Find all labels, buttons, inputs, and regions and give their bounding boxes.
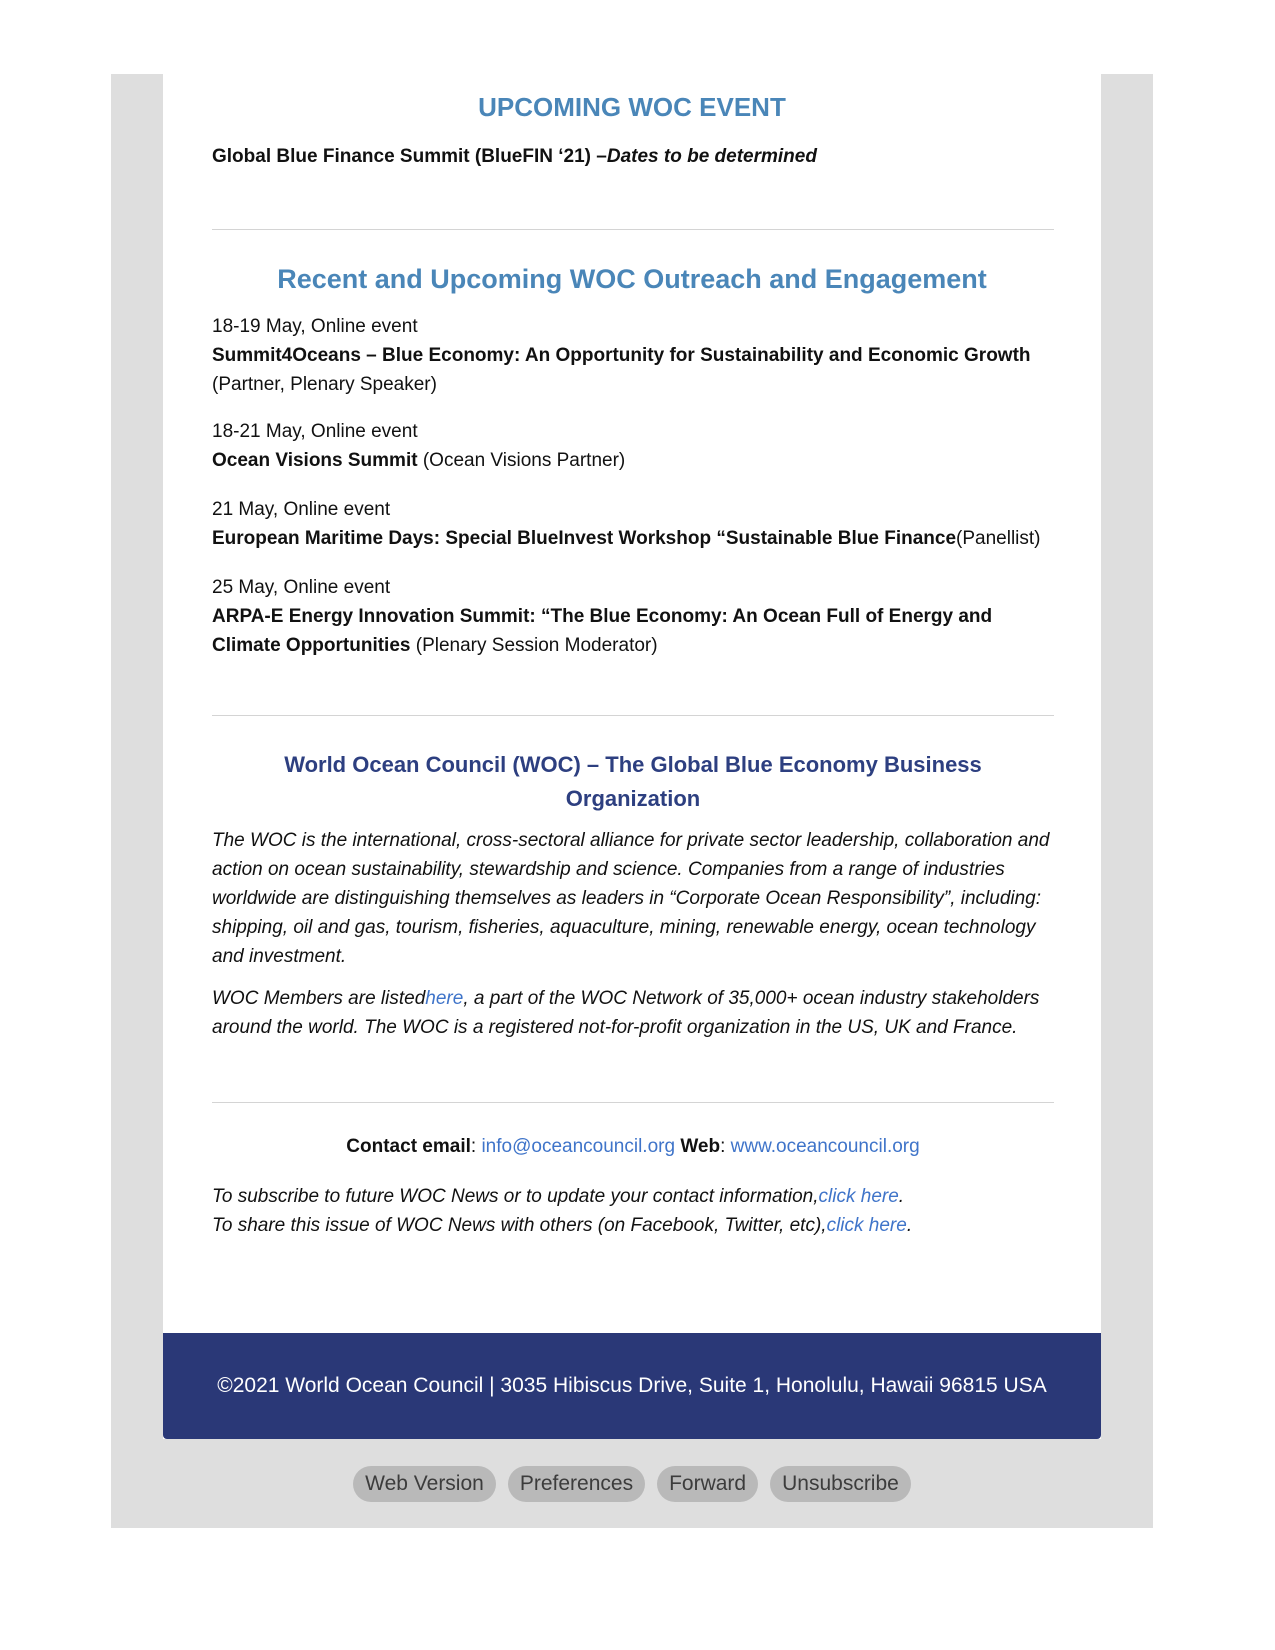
outreach-item-title: ARPA-E Energy Innovation Summit: “The Blue Economy: An Ocean Full of Energy and [212, 606, 993, 627]
footer-buttons [111, 1466, 1153, 1502]
email-card [163, 74, 1101, 1439]
outreach-item-1 [212, 312, 1054, 399]
outreach-item-title: European Maritime Days: Special BlueInvest Workshop “Sustainable Blue Finance [212, 528, 957, 549]
about-heading: World Ocean Council (WOC) – The Global Blue Economy Business Organization [284, 752, 982, 811]
divider-3 [212, 1102, 1054, 1103]
outreach-item-title: Ocean Visions Summit [212, 450, 418, 471]
about-paragraph: The WOC is the international, cross-sectoral alliance for private sector leadership, collaboration and action on ocean sustainability, stewardship and science. Companies from a range of industries worldwide are distinguishing themselves as leaders in “Corporate Ocean Responsibility”, including: shipping, oil and gas, tourism, fisheries, aquaculture, mining, renewable energy, ocean technology and investment. [212, 830, 1050, 967]
email-background [111, 74, 1153, 1528]
share-text: To share this issue of WOC News with others (on Facebook, Twitter, etc), [212, 1215, 827, 1236]
outreach-item-2 [212, 417, 1054, 475]
outreach-item-role: (Panellist) [956, 528, 1041, 549]
contact-line: Contact email: info@oceancouncil.org Web: www.oceancouncil.org [346, 1136, 920, 1157]
footer-address-bar [163, 1333, 1101, 1439]
outreach-heading: Recent and Upcoming WOC Outreach and Engagement [277, 264, 987, 294]
outreach-item-role: (Partner, Plenary Speaker) [212, 374, 437, 395]
outreach-item-3 [212, 495, 1054, 553]
outreach-item-date: 18-21 May, Online event [212, 421, 418, 442]
web-version-button[interactable]: Web Version [353, 1466, 496, 1502]
share-line: To share this issue of WOC News with others (on Facebook, Twitter, etc),click here. [212, 1215, 913, 1236]
outreach-item-4 [212, 573, 1054, 660]
outreach-item-role: (Plenary Session Moderator) [410, 635, 658, 656]
contact-email-link[interactable]: info@oceancouncil.org [481, 1136, 676, 1157]
upcoming-event-heading: UPCOMING WOC EVENT [478, 92, 786, 122]
subscribe-click-here-link[interactable]: click here [818, 1186, 899, 1207]
outreach-item-date: 25 May, Online event [212, 577, 391, 598]
forward-button[interactable]: Forward [657, 1466, 758, 1502]
members-text-pre: WOC Members are listed [212, 988, 426, 1009]
outreach-item-title-cont: Climate Opportunities [212, 635, 411, 656]
divider-2 [212, 715, 1054, 716]
divider-1 [212, 229, 1054, 230]
members-paragraph [212, 984, 1054, 1042]
outreach-item-title: Summit4Oceans – Blue Economy: An Opportunity for Sustainability and Economic Growth [212, 345, 1031, 366]
upcoming-event-date: Dates to be determined [606, 146, 817, 167]
web-label: Web [680, 1136, 721, 1157]
members-text-post: , a part of the WOC Network of 35,000+ ocean industry stakeholders around the world. The WOC is a registered not-for-profit organization in the US, UK and France. [212, 988, 1040, 1038]
preferences-button[interactable]: Preferences [508, 1466, 645, 1502]
subscribe-text: To subscribe to future WOC News or to update your contact information, [212, 1186, 819, 1207]
website-link[interactable]: www.oceancouncil.org [730, 1136, 920, 1157]
outreach-item-date: 21 May, Online event [212, 499, 391, 520]
unsubscribe-button[interactable]: Unsubscribe [770, 1466, 911, 1502]
outreach-item-date: 18-19 May, Online event [212, 316, 418, 337]
contact-email-label: Contact email [346, 1136, 471, 1157]
upcoming-event-name: Global Blue Finance Summit (BlueFIN ‘21) – [212, 146, 607, 167]
outreach-item-role: (Ocean Visions Partner) [417, 450, 626, 471]
members-here-link[interactable]: here [425, 988, 464, 1009]
subscribe-line: To subscribe to future WOC News or to update your contact information,click here. [212, 1186, 905, 1207]
footer-address: ©2021 World Ocean Council | 3035 Hibiscus Drive, Suite 1, Honolulu, Hawaii 96815 USA [217, 1374, 1047, 1397]
upcoming-event-line [212, 142, 1054, 171]
share-click-here-link[interactable]: click here [826, 1215, 907, 1236]
